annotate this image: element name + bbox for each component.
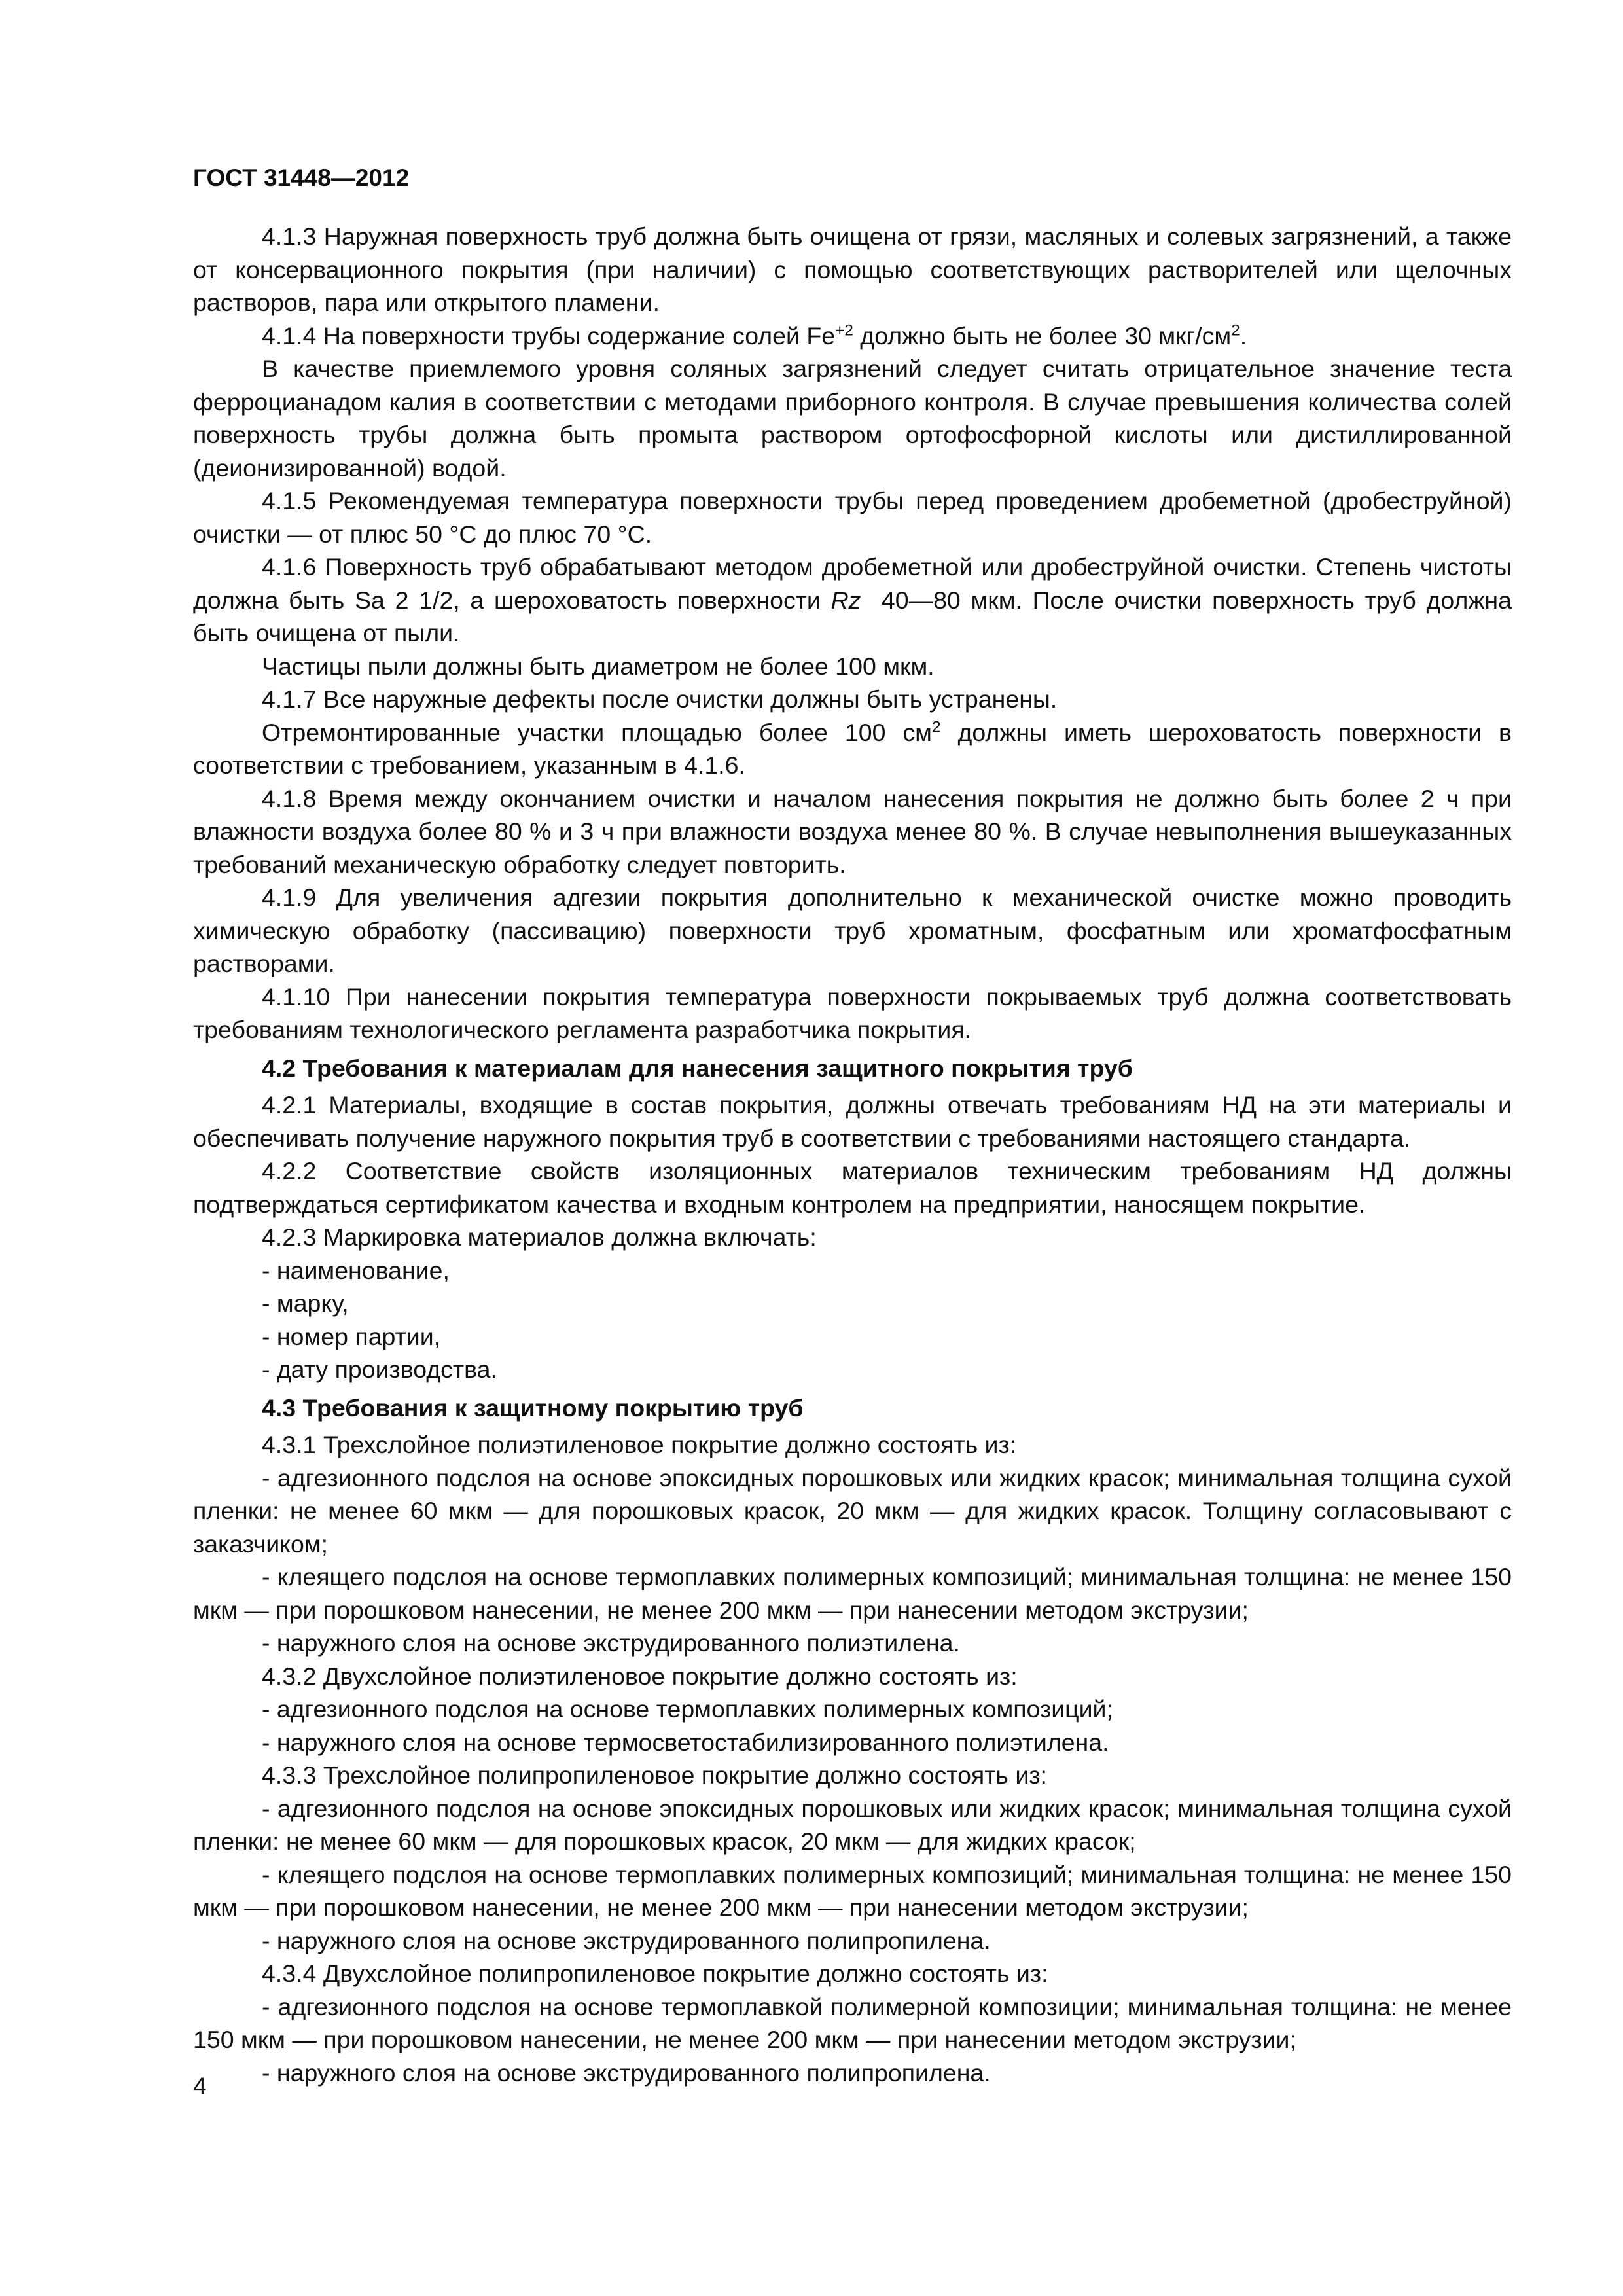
paragraph: - клеящего подслоя на основе термоплавких полимерных композиций; минимальная толщина: не менее 150 мкм — при порошковом нанесении, не менее 200 мкм — при нанесении методом экструзии; <box>193 1563 1512 1624</box>
section-heading: 4.2 Требования к материалам для нанесения защитного покрытия труб <box>262 1054 1133 1082</box>
paragraph: 4.1.5 Рекомендуемая температура поверхности трубы перед проведением дробеметной (дробеструйной) очистки — от плюс 50 °C до плюс 70 °C. <box>193 487 1512 548</box>
paragraph: 4.2.1 Материалы, входящие в состав покрытия, должны отвечать требованиям НД на эти материалы и обеспечивать получение наружного покрытия труб в соответствии с требованиями настоящего стандарта. <box>193 1091 1512 1152</box>
paragraph: - наружного слоя на основе экструдированного полиэтилена. <box>262 1629 960 1657</box>
paragraph: 4.1.6 Поверхность труб обрабатывают методом дробеметной или дробеструйной очистки. Степень чистоты должна быть Sa 2 1/2, а шероховатость поверхности Rz 40—80 мкм. После очистки поверхность труб должна быть очищена от пыли. <box>193 553 1512 647</box>
paragraph: Отремонтированные участки площадью более 100 $см^2$ должны иметь шероховатость поверхности в соответствии с требованием, указанным в 4.1.6. <box>193 718 1512 779</box>
paragraph: 4.3.3 Трехслойное полипропиленовое покрытие должно состоять из: <box>262 1761 1047 1789</box>
page-number: 4 <box>193 2073 207 2100</box>
paragraph: - адгезионного подслоя на основе термоплавких полимерных композиций; <box>262 1695 1113 1723</box>
paragraph: - наружного слоя на основе экструдированного полипропилена. <box>262 1926 991 1954</box>
paragraph: 4.3.2 Двухслойное полиэтиленовое покрытие должно состоять из: <box>262 1662 1018 1690</box>
document-body <box>193 220 1512 2089</box>
paragraph: - номер партии, <box>262 1322 441 1350</box>
paragraph: - наружного слоя на основе экструдированного полипропилена. <box>262 2058 991 2087</box>
paragraph: - наружного слоя на основе термосветостабилизированного полиэтилена. <box>262 1728 1109 1756</box>
paragraph: 4.1.9 Для увеличения адгезии покрытия дополнительно к механической очистке можно проводить химическую обработку (пассивацию) поверхности труб хроматным, фосфатным или хроматфосфатным растворами. <box>193 884 1512 977</box>
paragraph: - клеящего подслоя на основе термоплавких полимерных композиций; минимальная толщина: не менее 150 мкм — при порошковом нанесении, не менее 200 мкм — при нанесении методом экструзии; <box>193 1860 1512 1921</box>
paragraph: 4.3.1 Трехслойное полиэтиленовое покрытие должно состоять из: <box>262 1431 1017 1458</box>
paragraph: - адгезионного подслоя на основе эпоксидных порошковых или жидких красок; минимальная толщина сухой пленки: не менее 60 мкм — для порошковых красок, 20 мкм — для жидких красок. Толщину согласовывают с заказчиком; <box>193 1463 1512 1558</box>
paragraph: 4.1.4 На поверхности трубы содержание солей $Fe^{+2}$ должно быть не более 30 мкг/$см^2$. <box>262 321 1247 350</box>
paragraph: - адгезионного подслоя на основе термоплавкой полимерной композиции; минимальная толщина: не менее 150 мкм — при порошковом нанесении, не менее 200 мкм — при нанесении методом экструзии; <box>193 1992 1512 2053</box>
paragraph: - дату производства. <box>262 1355 497 1383</box>
section-heading: 4.3 Требования к защитному покрытию труб <box>262 1393 804 1422</box>
paragraph: - наименование, <box>262 1256 450 1284</box>
paragraph: 4.3.4 Двухслойное полипропиленовое покрытие должно состоять из: <box>262 1960 1048 1987</box>
paragraph: 4.1.8 Время между окончанием очистки и началом нанесения покрытия не должно быть более 2 ч при влажности воздуха более 80 % и 3 ч при влажности воздуха менее 80 %. В случае невыполнения вышеуказанных требований механическую обработку следует повторить. <box>193 784 1512 878</box>
paragraph: 4.2.2 Соответствие свойств изоляционных материалов техническим требованиям НД должны подтверждаться сертификатом качества и входным контролем на предприятии, наносящем покрытие. <box>193 1157 1512 1218</box>
paragraph: 4.2.3 Маркировка материалов должна включать: <box>262 1223 817 1251</box>
paragraph: 4.1.10 При нанесении покрытия температура поверхности покрываемых труб должна соответствовать требованиям технологического регламента разработчика покрытия. <box>193 982 1512 1043</box>
paragraph: - марку, <box>262 1289 349 1317</box>
paragraph: В качестве приемлемого уровня соляных загрязнений следует считать отрицательное значение теста ферроцианадом калия в соответствии с методами приборного контроля. В случае превышения количества солей поверхность трубы должна быть промыта раствором ортофосфорной кислоты или дистиллированной (деионизированной) водой. <box>193 355 1512 482</box>
paragraph: 4.1.3 Наружная поверхность труб должна быть очищена от грязи, масляных и солевых загрязнений, а также от консервационного покрытия (при наличии) с помощью соответствующих растворителей или щелочных растворов, пара или открытого пламени. <box>193 223 1512 316</box>
document-header: ГОСТ 31448—2012 <box>193 164 410 191</box>
paragraph: 4.1.7 Все наружные дефекты после очистки должны быть устранены. <box>262 685 1058 713</box>
paragraph: - адгезионного подслоя на основе эпоксидных порошковых или жидких красок; минимальная толщина сухой пленки: не менее 60 мкм — для порошковых красок, 20 мкм — для жидких красок; <box>193 1794 1512 1855</box>
paragraph: Частицы пыли должны быть диаметром не более 100 мкм. <box>262 652 935 680</box>
